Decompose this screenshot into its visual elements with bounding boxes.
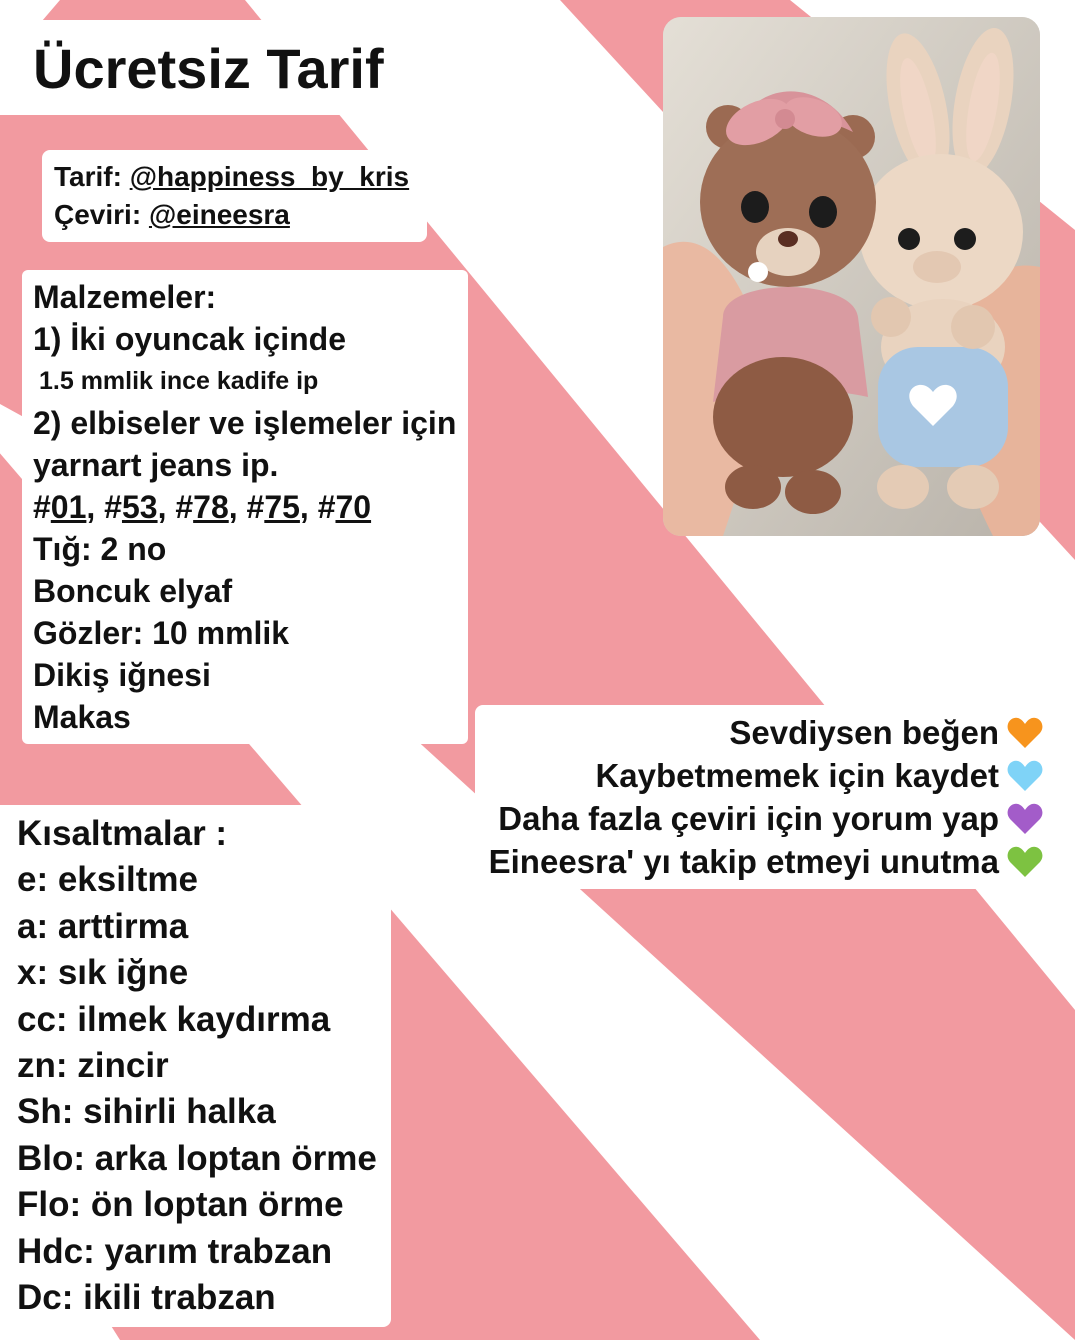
cta-text: Eineesra' yı takip etmeyi unutma [488,843,999,880]
abbreviation-item: x: sık iğne [17,953,189,993]
abbreviation-item: a: arttirma [17,906,189,946]
hash: # [33,489,51,525]
material-item: yarnart jeans ip. [33,447,279,483]
purple-heart-icon [1007,803,1043,835]
orange-heart-icon [1007,717,1043,749]
recipe-credit [54,158,409,196]
color-code: 78 [193,489,229,525]
color-code: 75 [264,489,300,525]
page-title: Ücretsiz Tarif [0,20,414,115]
abbreviation-item: zn: zincir [17,1046,169,1086]
cta-text: Daha fazla çeviri için yorum yap [498,800,999,837]
hash: # [246,489,265,525]
material-item: 2) elbiseler ve işlemeler için [33,405,457,441]
separator: , [299,489,318,525]
abbreviation-item: cc: ilmek kaydırma [17,999,331,1039]
abbreviation-item: e: eksiltme [17,860,198,900]
material-item: 1) İki oyuncak içinde [33,321,346,357]
translator-link[interactable]: @eineesra [148,199,290,230]
material-item: Makas [33,699,131,735]
materials-heading: Malzemeler: [33,279,217,315]
material-item-detail: 1.5 mmlik ince kadife ip [39,367,319,395]
yarn-color-codes [33,486,456,528]
recipe-credit-label: Tarif: [54,161,130,192]
crochet-bear-and-bunny-photo [663,17,1040,536]
separator: , [86,489,105,525]
translation-credit [54,196,409,234]
material-item: Dikiş iğnesi [33,657,211,693]
abbreviation-item: Dc: ikili trabzan [17,1278,276,1318]
hash: # [317,489,336,525]
separator: , [228,489,247,525]
translation-credit-label: Çeviri: [54,199,149,230]
recipe-author-link[interactable]: @happiness_by_kris [129,161,410,192]
color-code: 70 [335,489,372,525]
hash: # [104,489,122,525]
material-item: Tığ: 2 no [33,531,167,567]
abbreviations-heading: Kısaltmalar : [17,814,228,853]
material-item: Boncuk elyaf [33,573,233,609]
call-to-action-block [475,705,1053,889]
abbreviation-item: Flo: ön loptan örme [17,1185,344,1225]
credits-block [42,150,427,242]
green-heart-icon [1007,846,1043,878]
light-blue-heart-icon [1007,760,1043,792]
abbreviation-item: Blo: arka loptan örme [17,1138,377,1178]
abbreviation-item: Sh: sihirli halka [17,1092,276,1132]
material-item: Gözler: 10 mmlik [33,615,290,651]
cta-text: Sevdiysen beğen [729,714,999,751]
hash: # [175,489,194,525]
color-code: 01 [50,489,87,525]
cta-line-save [489,754,1043,797]
abbreviations-block [0,805,391,1327]
cta-line-comment [489,797,1043,840]
cta-text: Kaybetmemek için kaydet [595,757,999,794]
cta-line-follow [489,840,1043,883]
separator: , [157,489,176,525]
color-code: 53 [121,489,158,525]
materials-block [22,270,468,744]
abbreviation-item: Hdc: yarım trabzan [17,1231,333,1271]
cta-line-like [489,711,1043,754]
